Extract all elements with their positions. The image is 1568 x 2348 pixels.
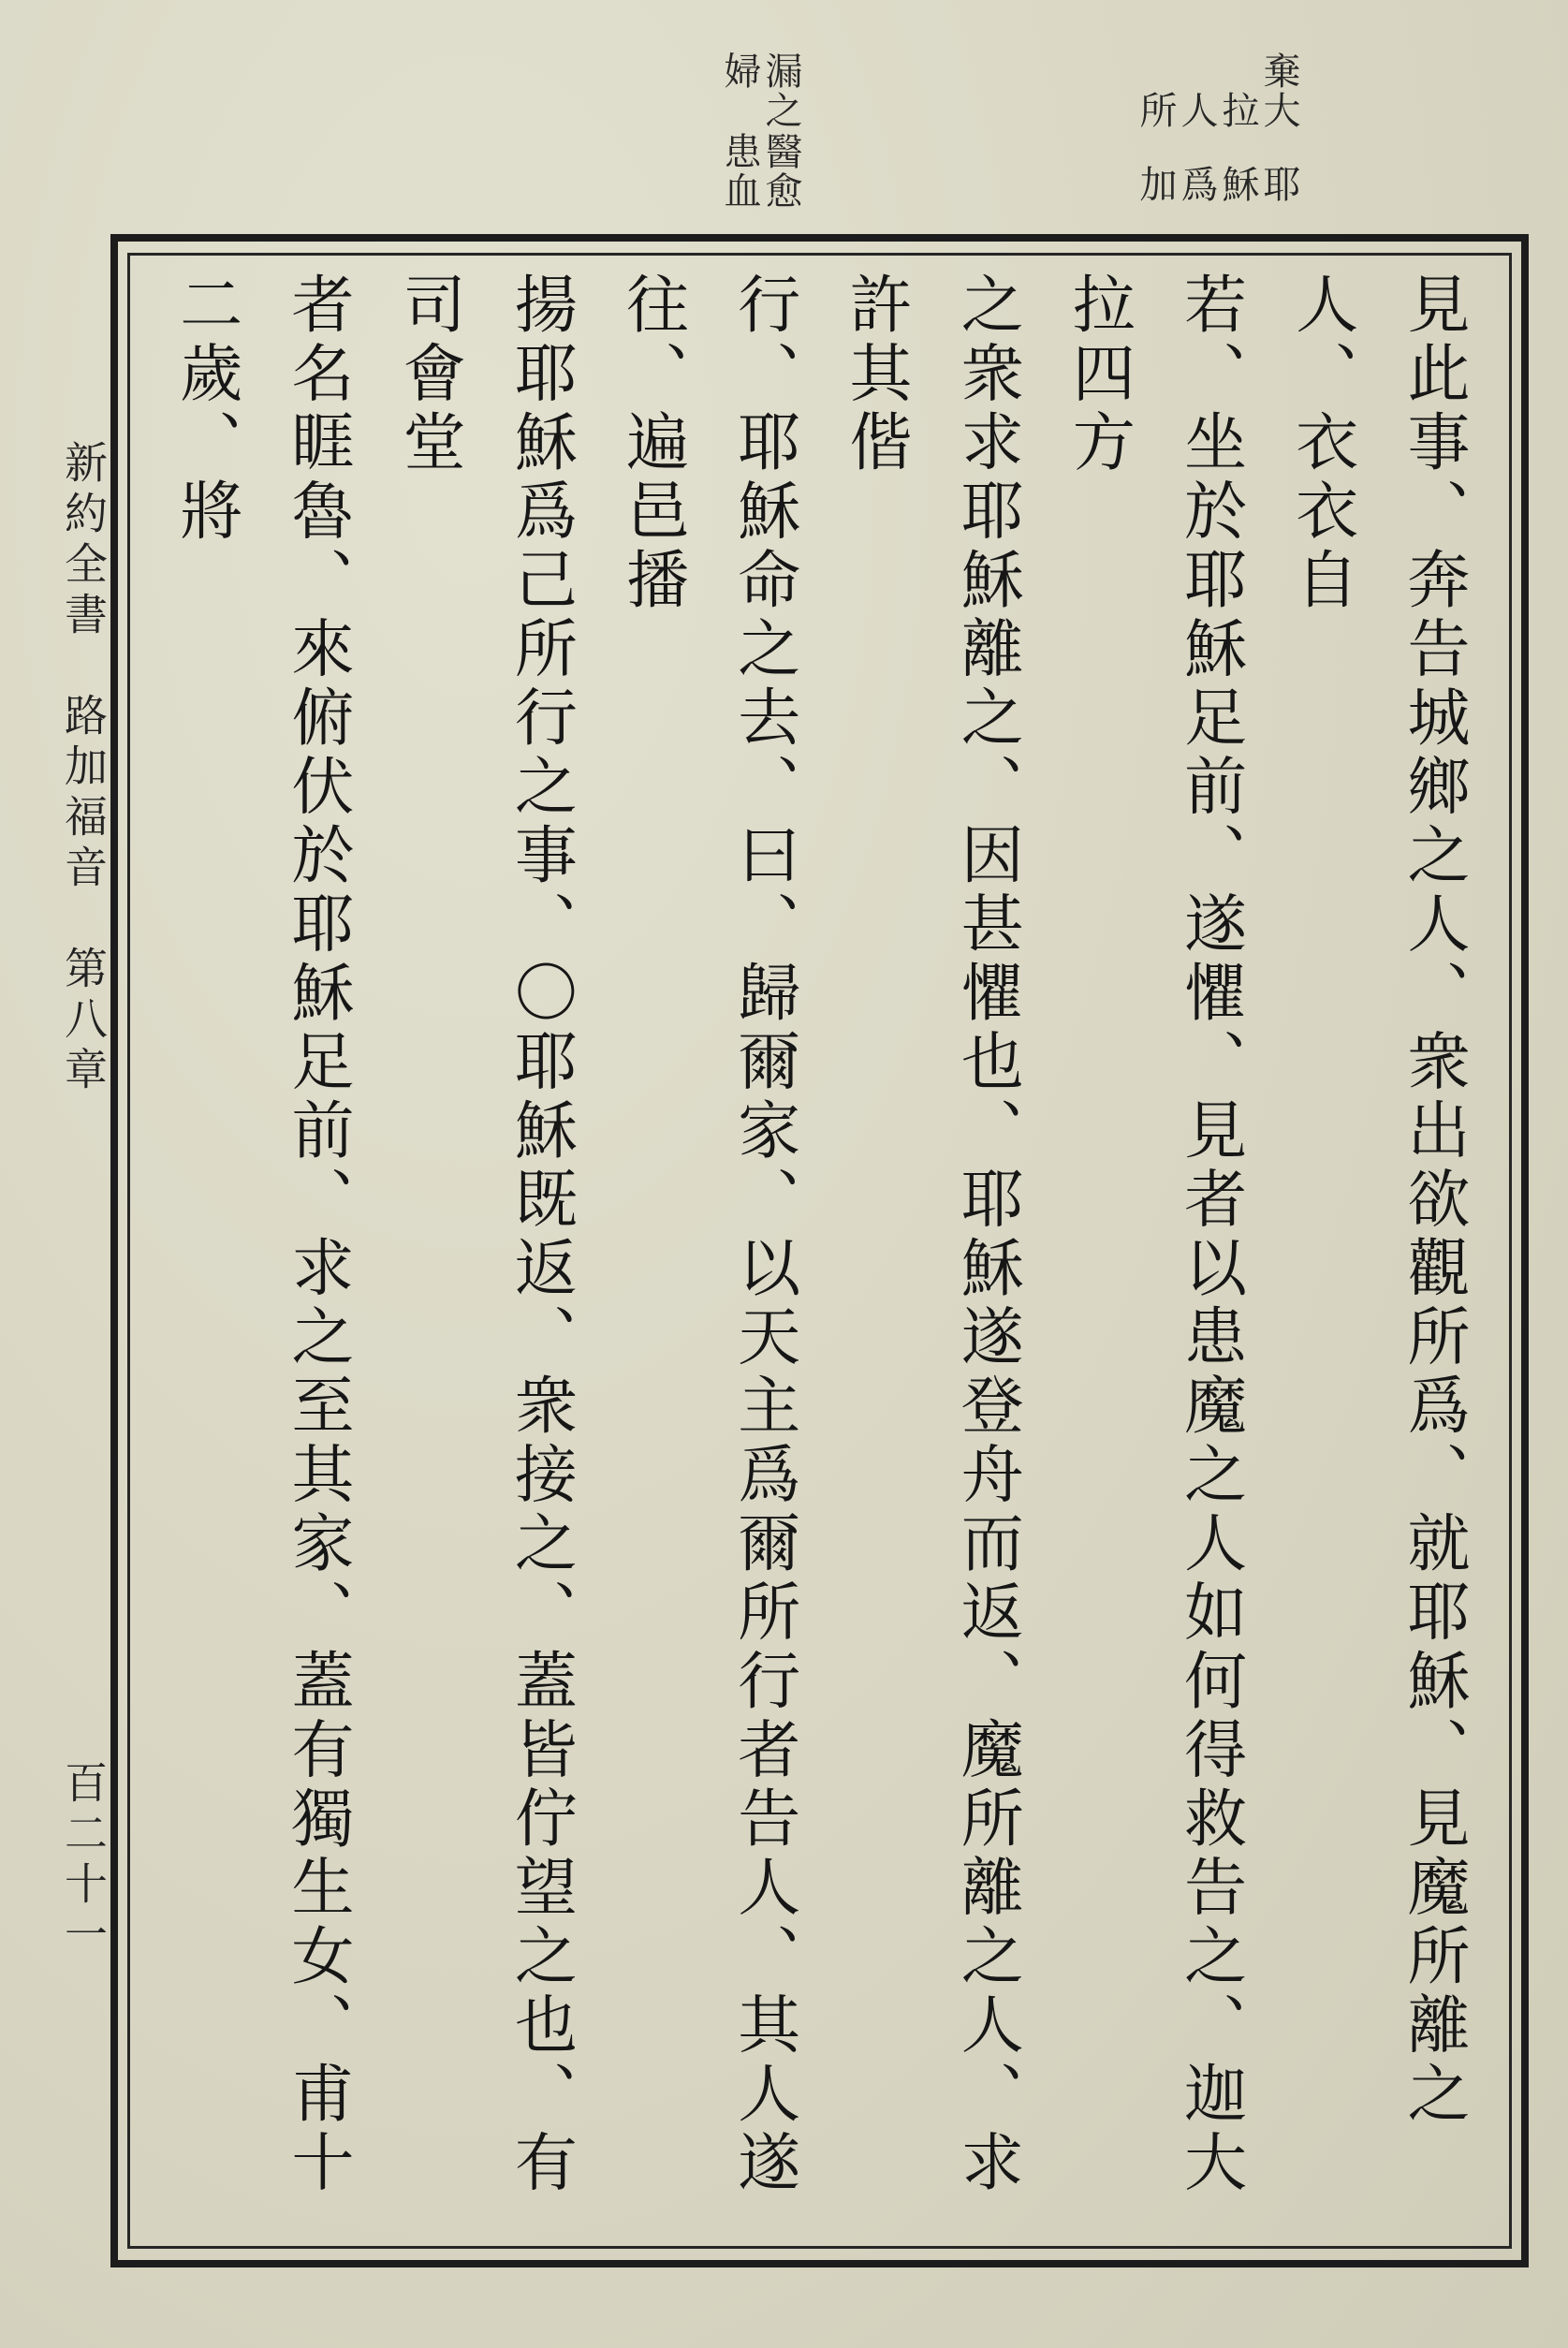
text-column: 者名睚魯、來俯伏於耶穌足前、求之至其家、蓋有獨生女、甫十二歲、將	[169, 271, 355, 2198]
text-column: 見此事、奔告城鄉之人、衆出欲觀所爲、就耶穌、見魔所離之人、衣衣自	[1285, 271, 1471, 2130]
header-note-line: 醫愈患血	[718, 131, 802, 211]
scripture-body	[150, 271, 1489, 2233]
text-column	[150, 271, 151, 2233]
header-note-healing-of-woman	[719, 51, 801, 239]
text-column: 若、坐於耶穌足前、遂懼、見者以患魔之人如何得救告之、迦大拉四方	[1062, 271, 1248, 2198]
text-column: 行、耶穌命之去、曰、歸爾家、以天主爲爾所行者告人、其人遂往、遍邑播	[616, 271, 801, 2198]
running-title: 新約全書 路加福音 第八章	[58, 440, 109, 1097]
header-note-line: 漏之婦	[718, 51, 802, 130]
header-note-rejected-by-gadarenes	[1135, 51, 1299, 239]
header-note-line: 耶穌爲加	[1134, 165, 1300, 204]
text-column: 之衆求耶穌離之、因甚懼也、耶穌遂登舟而返、魔所離之人、求許其偕	[839, 271, 1025, 2198]
page-number: 百二十一	[58, 1760, 109, 1962]
header-note-line: 大拉人所	[1134, 91, 1300, 130]
header-note-line: 棄	[1257, 51, 1300, 91]
text-column: 揚耶穌爲己所行之事、〇耶穌既返、衆接之、蓋皆佇望之也、有司會堂	[393, 271, 579, 2198]
